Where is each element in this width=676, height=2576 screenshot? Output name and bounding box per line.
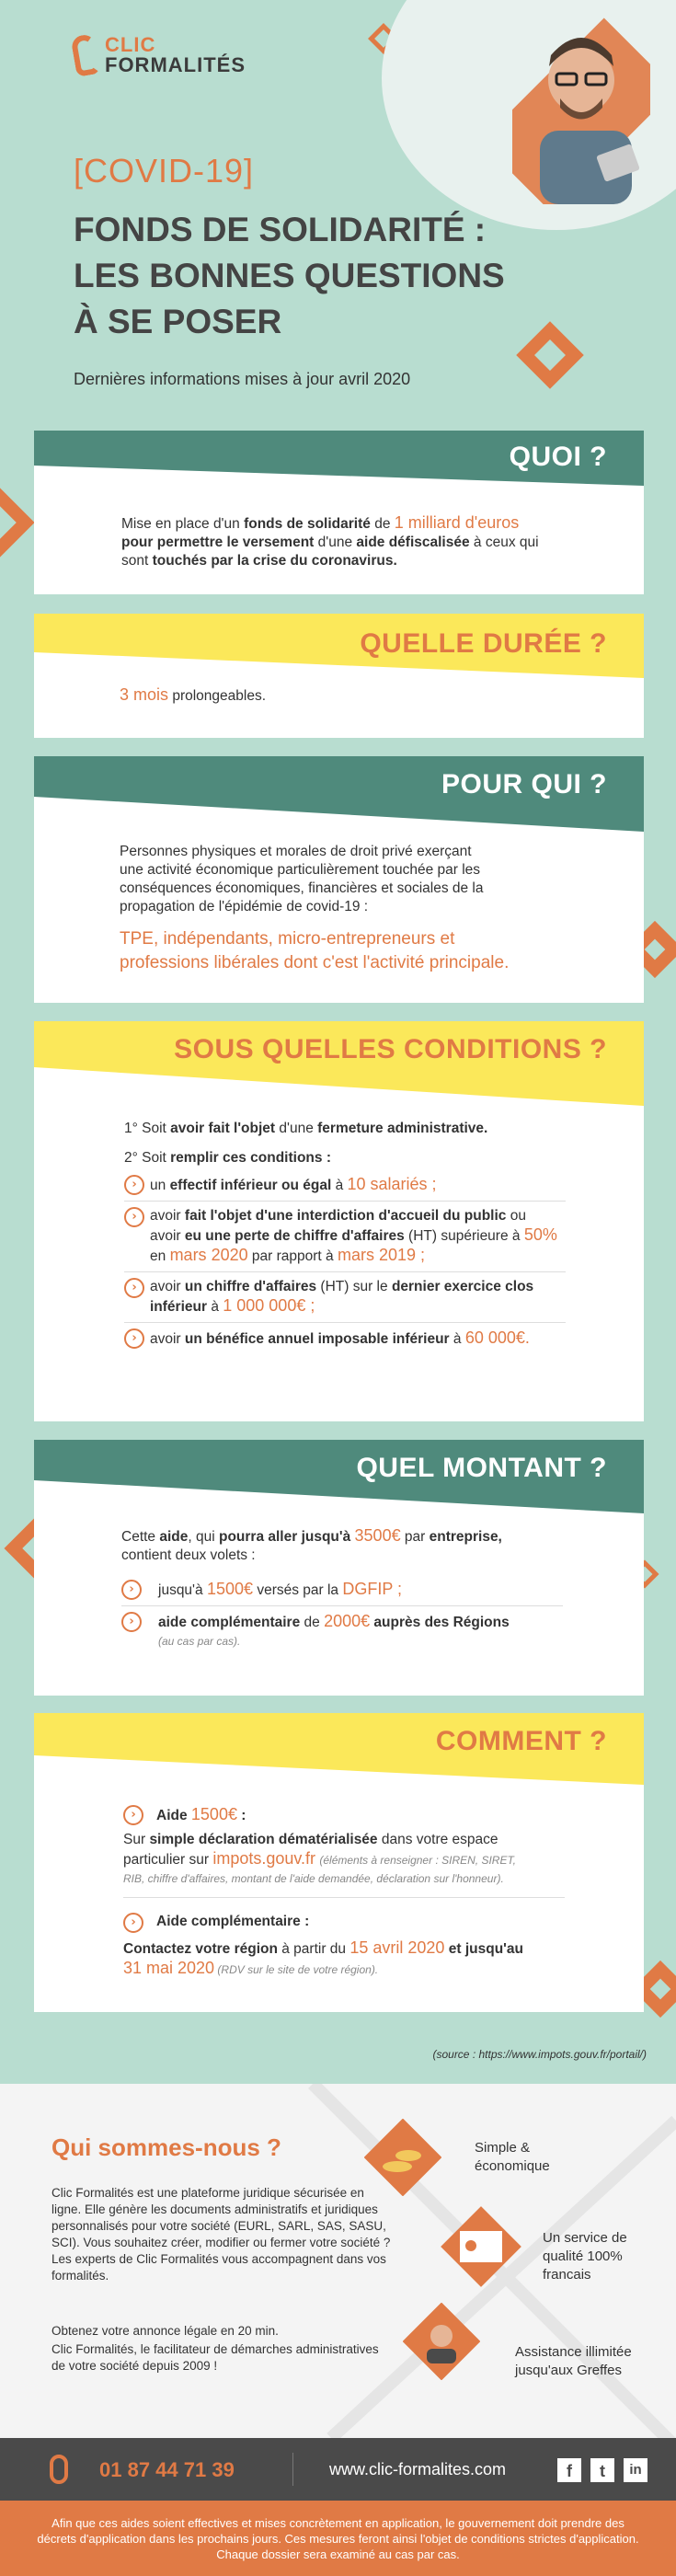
facebook-icon[interactable]: f — [557, 2458, 581, 2482]
section-heading: POUR QUI ? — [441, 769, 607, 799]
section-conditions: SOUS QUELLES CONDITIONS ? 1° Soit avoir fait l'objet d'une fermeture administrative. 2° Soit remplir ces conditions : › un effectif inférieur ou égal à 10 salariés ; › avoir fait l'objet d'une interdiction d'accueil du public ou avoir eu une perte de chiffre d'affaires (HT) supérieure à 50% en mars 2020 par rapport à mars 2019 ; › avoir un chiffre d'affaires (HT) sur le dernier exercice clos inférieur à 1 000 000€ ; › avoir un bénéfice annuel imposable inférieur à 60 000€. — [34, 1021, 644, 1421]
chevron-right-icon: › — [124, 1278, 144, 1298]
logo[interactable] — [74, 35, 246, 75]
feature-label: Assistance illimitée jusqu'aux Greffes — [515, 2344, 632, 2378]
condition-item: › avoir un chiffre d'affaires (HT) sur le dernier exercice clos inférieur à 1 000 000€ ; — [124, 1278, 644, 1317]
feature-label: Un service de qualité 100% francais — [543, 2230, 627, 2283]
chevron-right-icon: › — [121, 1612, 142, 1632]
section-duree: QUELLE DURÉE ? 3 mois prolongeables. — [34, 614, 644, 738]
source-note: (source : https://www.impots.gouv.fr/portail/) — [432, 2048, 647, 2061]
about-section — [0, 2084, 676, 2438]
impots-link[interactable]: impots.gouv.fr — [212, 1849, 316, 1868]
chevron-right-icon: › — [123, 1913, 143, 1933]
condition-item: › un effectif inférieur ou égal à 10 salariés ; — [124, 1175, 644, 1195]
chevron-right-icon: › — [123, 1805, 143, 1825]
amount-item: › jusqu'à 1500€ versés par la DGFIP ; — [121, 1580, 644, 1600]
method-item: › Aide complémentaire : — [123, 1913, 644, 1933]
about-text: Clic Formalités, le facilitateur de démarches administratives de votre société depuis 2009 ! — [52, 2342, 379, 2373]
section-montant: QUEL MONTANT ? Cette aide, qui pourra aller jusqu'à 3500€ par entreprise, contient deux volets : › jusqu'à 1500€ versés par la DGFIP ; › aide complémentaire de 2000€ auprès des Régions (au cas par cas). — [34, 1440, 644, 1696]
website-link[interactable]: www.clic-formalites.com — [329, 2460, 507, 2478]
man-thinking-illustration — [512, 11, 650, 204]
amount-item: › aide complémentaire de 2000€ auprès des Régions (au cas par cas). — [121, 1612, 644, 1650]
feature-label: Simple & économique — [475, 2140, 550, 2174]
kicker: [COVID-19] — [74, 152, 255, 190]
chevron-right-icon: › — [124, 1175, 144, 1195]
about-text: Obtenez votre annonce légale en 20 min. — [52, 2324, 279, 2338]
diamond-decoration — [0, 486, 35, 558]
method-item: › Aide 1500€ : — [123, 1805, 644, 1825]
section-heading: SOUS QUELLES CONDITIONS ? — [174, 1034, 607, 1064]
logo-line2: FORMALITÉS — [105, 53, 246, 76]
chevron-right-icon: › — [121, 1580, 142, 1600]
header — [0, 0, 676, 405]
section-heading: QUEL MONTANT ? — [356, 1453, 607, 1483]
phone-number[interactable]: 01 87 44 71 39 — [99, 2458, 235, 2481]
condition-item: › avoir fait l'objet d'une interdiction d'accueil du public ou avoir eu une perte de chiffre d'affaires (HT) supérieure à 50% en mars 2020 par rapport à mars 2019 ; — [124, 1207, 644, 1266]
logo-line1: CLIC — [105, 33, 156, 56]
section-heading: QUOI ? — [509, 442, 607, 472]
contact-bar — [0, 2438, 676, 2501]
section-heading: COMMENT ? — [435, 1726, 607, 1756]
document-icon — [440, 2205, 522, 2288]
coins-icon — [364, 2119, 441, 2196]
support-agent-icon — [403, 2303, 480, 2380]
page-subtitle: Dernières informations mises à jour avril 2020 — [74, 370, 411, 388]
section-quoi: QUOI ? Mise en place d'un fonds de solidarité de 1 milliard d'euros pour permettre le versement d'une aide défiscalisée à ceux qui sont touchés par la crise du coronavirus. — [34, 431, 644, 594]
linkedin-icon[interactable]: in — [624, 2458, 647, 2482]
disclaimer: Afin que ces aides soient effectives et mises concrètement en application, le gouvernement doit prendre des décrets d'application dans les prochains jours. Ces mesures feront ainsi l'objet de conditions strictes d'application. Chaque dossier sera examiné au cas par cas. — [0, 2501, 676, 2576]
about-text: Clic Formalités est une plateforme juridique sécurisée en ligne. Elle génère les documents administratifs et juridiques personnalisés pour votre société (EURL, SARL, SAS, SASU, SCI). Vous souhaitez créer, modifier ou fermer votre société ? Les experts de Clic Formalités vous accompagnent dans vos formalités. — [52, 2186, 391, 2283]
about-heading: Qui sommes-nous ? — [52, 2133, 281, 2161]
chevron-right-icon: › — [124, 1328, 144, 1349]
chevron-right-icon: › — [124, 1207, 144, 1227]
twitter-icon[interactable]: t — [590, 2458, 614, 2482]
section-comment: COMMENT ? › Aide 1500€ : Sur simple déclaration dématérialisée dans votre espace particulier sur impots.gouv.fr (éléments à renseigner : SIREN, SIRET, RIB, chiffre d'affaires, montant de l'aide demandée, déclaration sur l'honneur). › Aide complémentaire : Contactez votre région à partir du 15 avril 2020 et jusqu'au 31 mai 2020 (RDV sur le site de votre région). — [34, 1713, 644, 2012]
section-pour-qui: POUR QUI ? Personnes physiques et morales de droit privé exerçant une activité économique particulièrement touchée par les conséquences économiques, financières et sociales de la propagation de l'épidémie de covid-19 : TPE, indépendants, micro-entrepreneurs et professions libérales dont c'est l'activité principale. — [34, 756, 644, 1003]
section-heading: QUELLE DURÉE ? — [360, 628, 607, 659]
logo-icon — [70, 33, 100, 77]
condition-item: › avoir un bénéfice annuel imposable inférieur à 60 000€. — [124, 1328, 644, 1349]
phone-icon — [50, 2455, 68, 2484]
page-title: FONDS DE SOLIDARITÉ : LES BONNES QUESTIONS À SE POSER — [74, 211, 505, 340]
